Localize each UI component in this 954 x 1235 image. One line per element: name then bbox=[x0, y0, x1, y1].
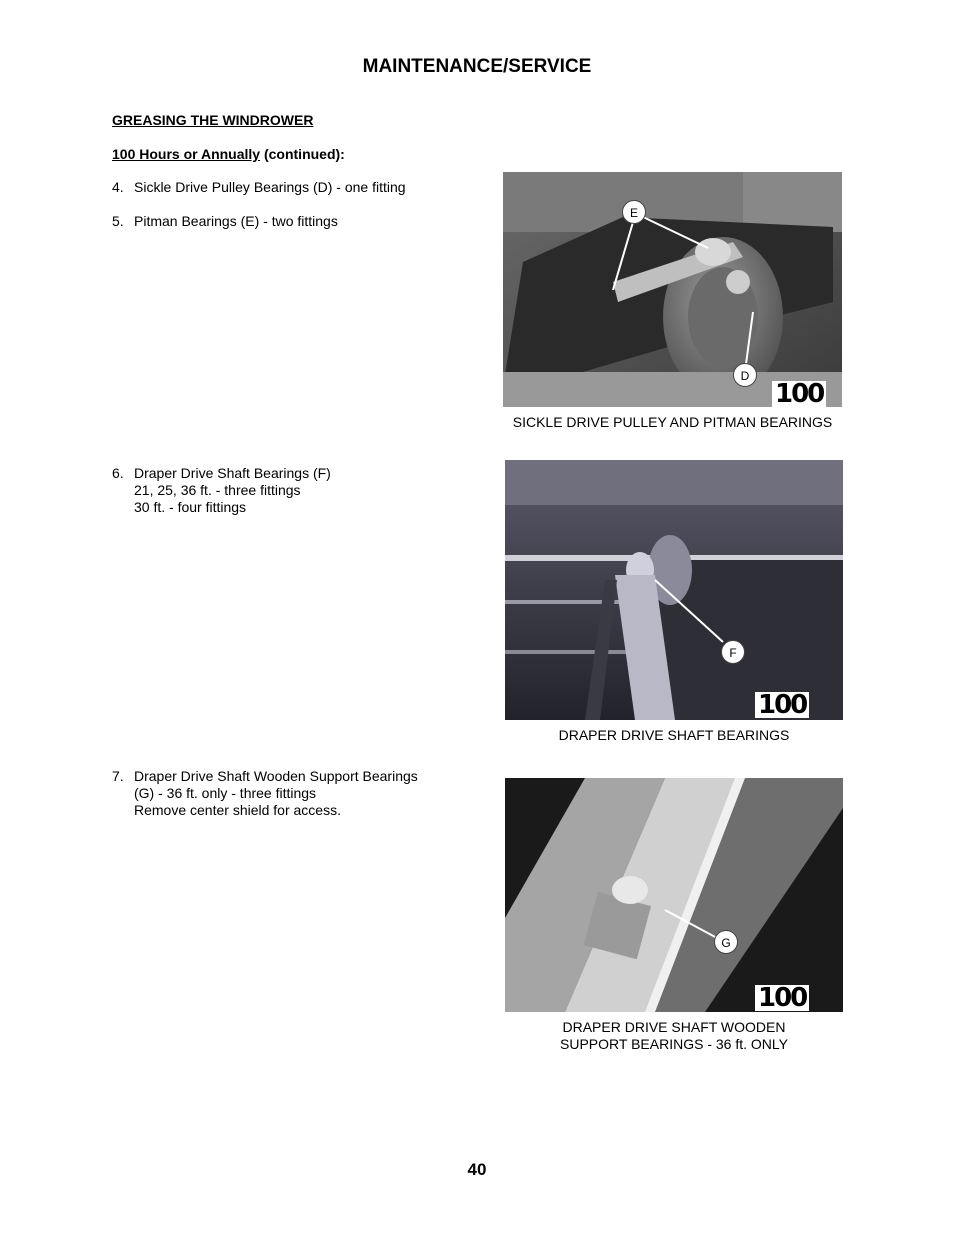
figure-caption bbox=[505, 727, 843, 744]
caption-line: SUPPORT BEARINGS - 36 ft. ONLY bbox=[560, 1036, 788, 1052]
item-text: Remove center shield for access. bbox=[134, 802, 341, 818]
list-item-4 bbox=[112, 179, 406, 196]
item-text: 21, 25, 36 ft. - three fittings bbox=[134, 482, 301, 498]
list-item-5 bbox=[112, 213, 338, 230]
callout-e: E bbox=[622, 200, 646, 224]
callout-g: G bbox=[714, 930, 738, 954]
item-number: 5. bbox=[112, 213, 124, 229]
wooden-support-photo bbox=[505, 778, 843, 1012]
item-text: Draper Drive Shaft Wooden Support Bearings bbox=[134, 768, 418, 784]
item-text: Pitman Bearings (E) - two fittings bbox=[134, 213, 338, 229]
100-hour-badge: 100 bbox=[755, 692, 809, 718]
draper-drive-photo bbox=[505, 460, 843, 720]
list-item-7 bbox=[112, 768, 418, 819]
figure-caption bbox=[503, 414, 842, 431]
caption-line: SICKLE DRIVE PULLEY AND PITMAN BEARINGS bbox=[512, 414, 833, 430]
list-item-6 bbox=[112, 465, 331, 516]
figure-caption bbox=[505, 1019, 843, 1053]
interval-suffix: (continued): bbox=[260, 146, 345, 162]
caption-line: DRAPER DRIVE SHAFT BEARINGS bbox=[558, 727, 790, 743]
sickle-drive-photo bbox=[503, 172, 842, 407]
item-text: Sickle Drive Pulley Bearings (D) - one fitting bbox=[134, 179, 406, 195]
section-heading: GREASING THE WINDROWER bbox=[112, 112, 314, 128]
page-number: 40 bbox=[467, 1160, 487, 1179]
item-text: 30 ft. - four fittings bbox=[134, 499, 247, 515]
100-hour-badge: 100 bbox=[755, 985, 809, 1011]
item-text: Draper Drive Shaft Bearings (F) bbox=[134, 465, 331, 481]
page-title: MAINTENANCE/SERVICE bbox=[362, 56, 592, 77]
caption-line: DRAPER DRIVE SHAFT WOODEN bbox=[562, 1019, 786, 1035]
item-text: (G) - 36 ft. only - three fittings bbox=[134, 785, 317, 801]
interval-label: 100 Hours or Annually bbox=[112, 146, 261, 162]
item-number: 4. bbox=[112, 179, 124, 195]
callout-d: D bbox=[733, 363, 757, 387]
callout-f: F bbox=[721, 640, 745, 664]
item-number: 6. bbox=[112, 465, 124, 481]
item-number: 7. bbox=[112, 768, 124, 784]
interval-heading bbox=[112, 146, 345, 162]
100-hour-badge: 100 bbox=[772, 381, 826, 407]
